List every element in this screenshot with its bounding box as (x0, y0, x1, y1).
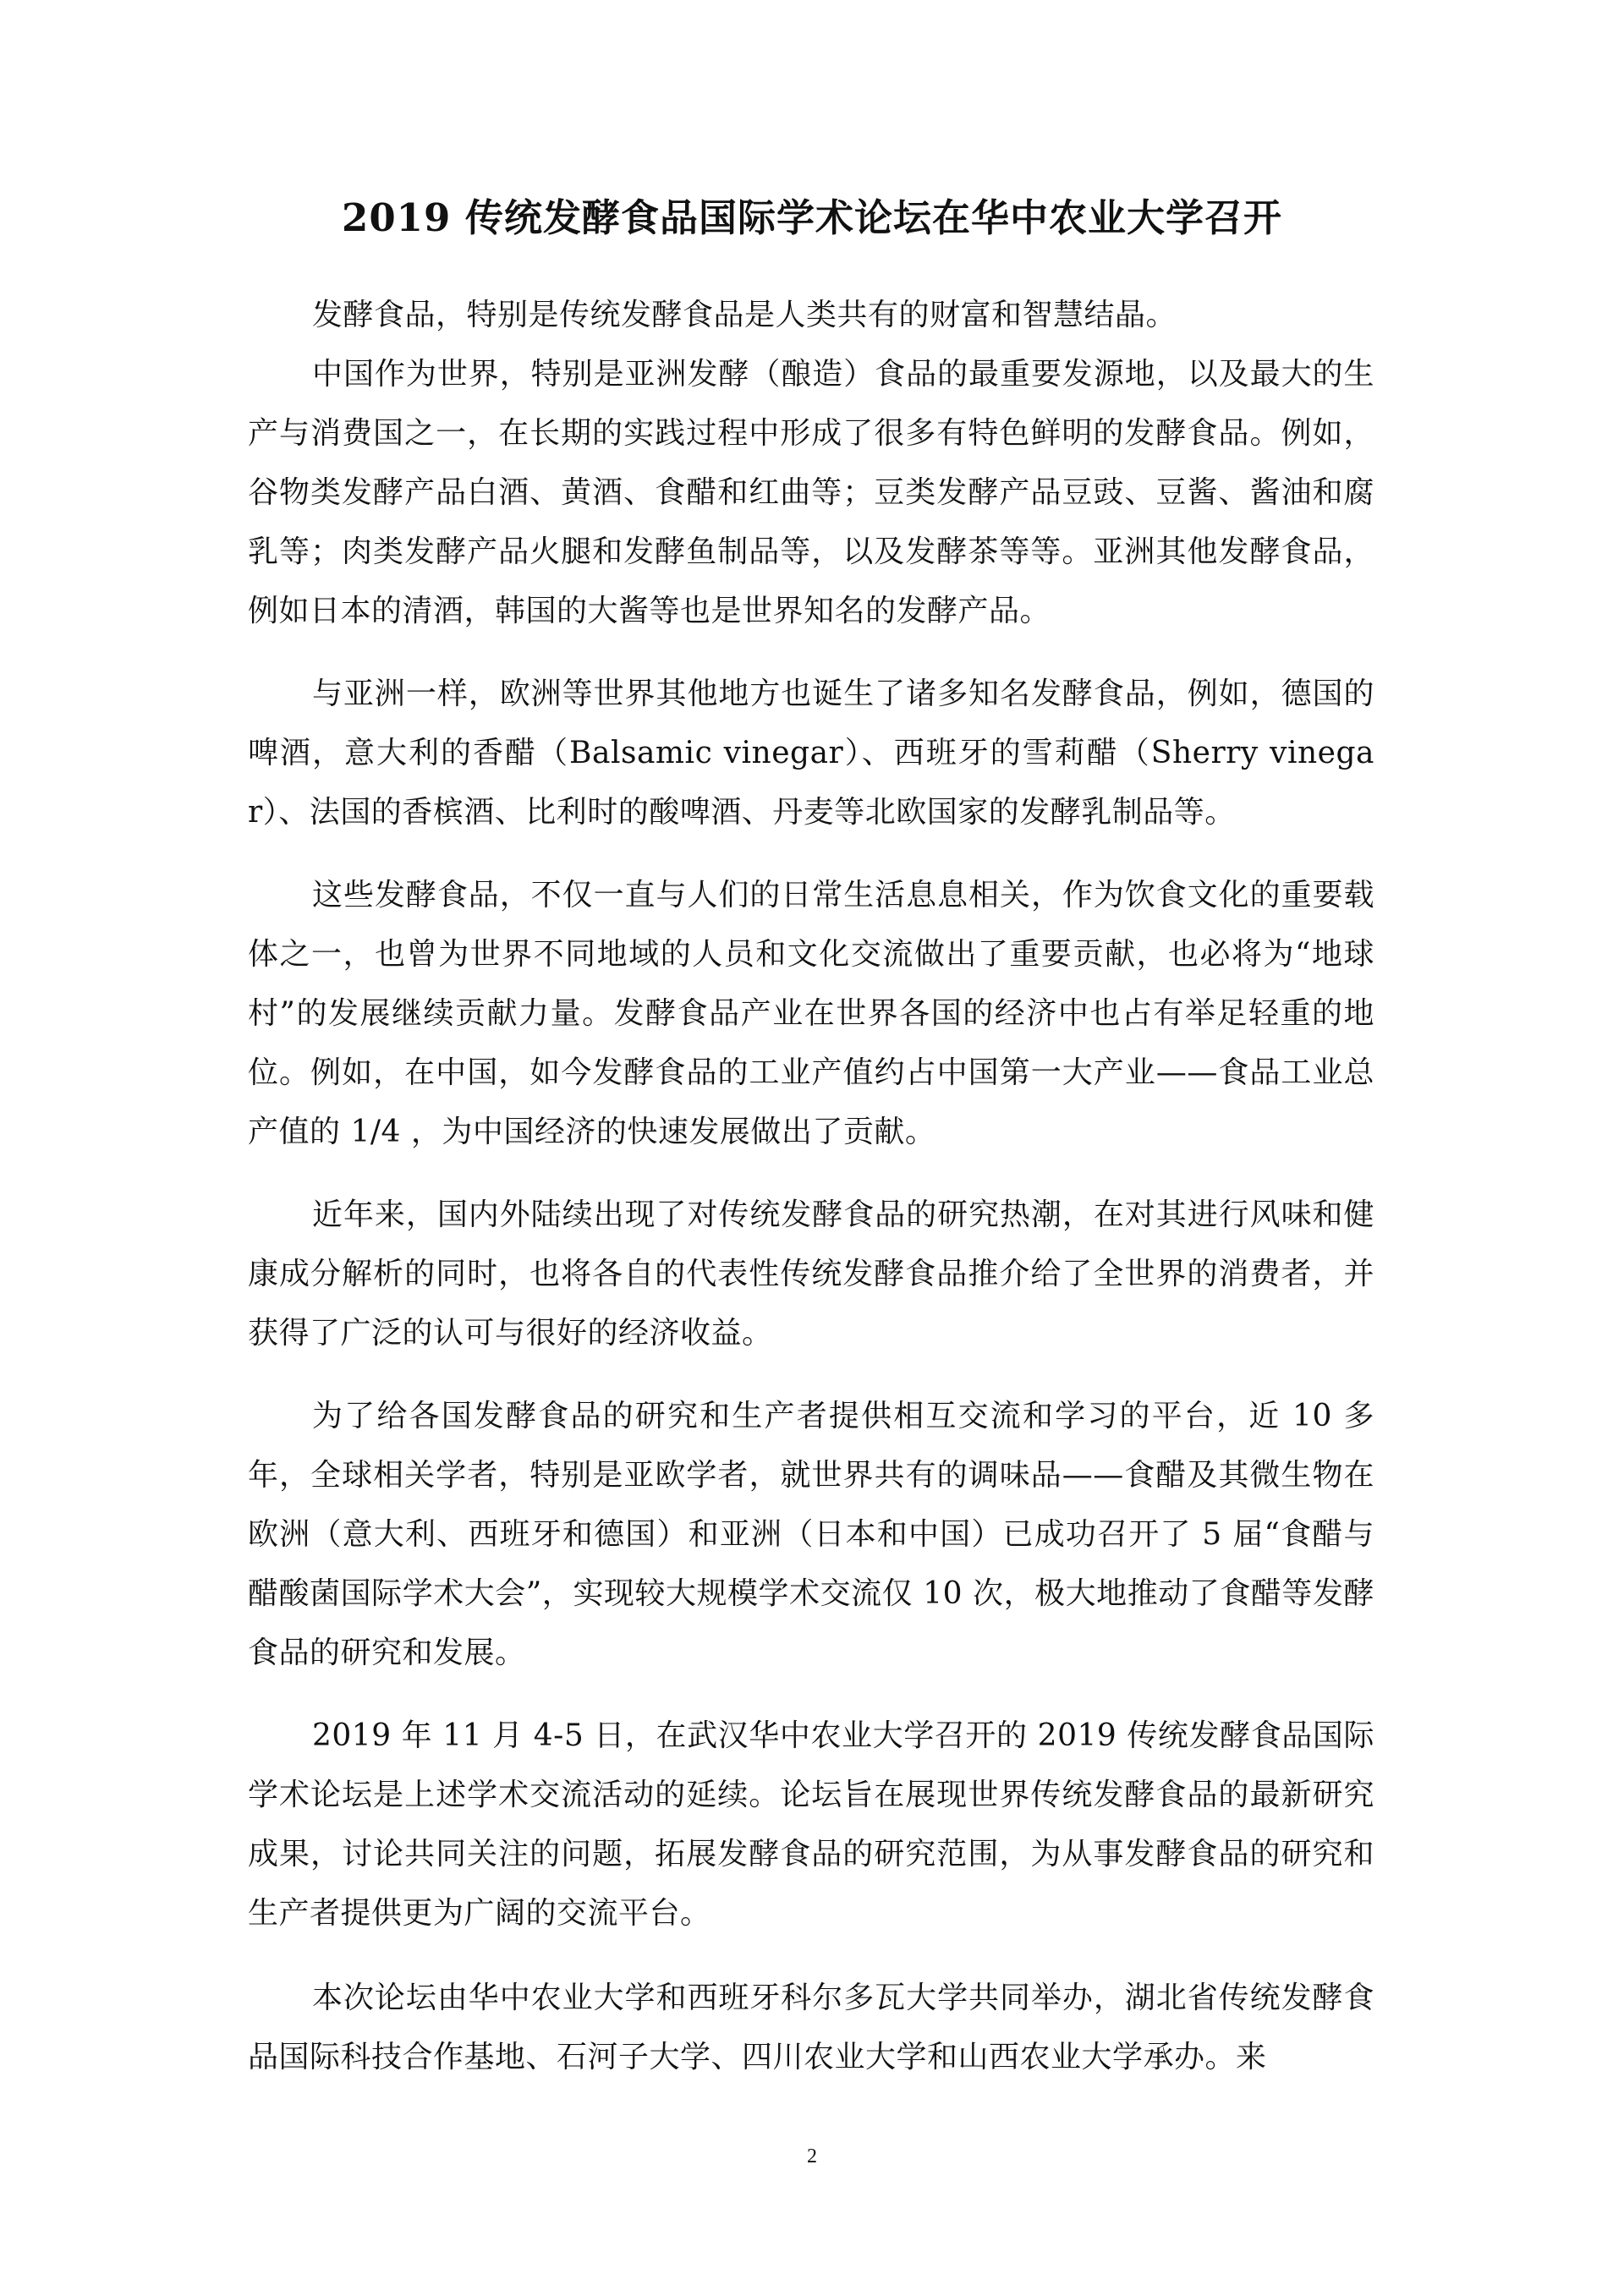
document-title: 2019 传统发酵食品国际学术论坛在华中农业大学召开 (342, 195, 1282, 240)
paragraph: 本次论坛由华中农业大学和西班牙科尔多瓦大学共同举办，湖北省传统发酵食品国际科技合作基地、石河子大学、四川农业大学和山西农业大学承办。来 (248, 1981, 1374, 2074)
paragraph: 发酵食品，特别是传统发酵食品是人类共有的财富和智慧结晶。 (312, 298, 1177, 332)
paragraph: 2019 年 11 月 4-5 日，在武汉华中农业大学召开的 2019 传统发酵食品国际学术论坛是上述学术交流活动的延续。论坛旨在展现世界传统发酵食品的最新研究成果，讨论共同关注的问题，拓展发酵食品的研究范围，为从事发酵食品的研究和生产者提供更为广阔的交流平台。 (248, 1718, 1374, 1931)
paragraph: 中国作为世界，特别是亚洲发酵（酿造）食品的最重要发源地，以及最大的生产与消费国之一，在长期的实践过程中形成了很多有特色鲜明的发酵食品。例如，谷物类发酵产品白酒、黄酒、食醋和红曲等；豆类发酵产品豆豉、豆酱、酱油和腐乳等；肉类发酵产品火腿和发酵鱼制品等，以及发酵茶等等。亚洲其他发酵食品，例如日本的清酒，韩国的大酱等也是世界知名的发酵产品。 (248, 357, 1374, 628)
paragraph: 为了给各国发酵食品的研究和生产者提供相互交流和学习的平台，近 10 多年，全球相关学者，特别是亚欧学者，就世界共有的调味品——食醋及其微生物在欧洲（意大利、西班牙和德国）和亚洲（日本和中国）已成功召开了 5 届“食醋与醋酸菌国际学术大会”，实现较大规模学术交流仅 10 次，极大地推动了食醋等发酵食品的研究和发展。 (248, 1399, 1374, 1670)
paragraph: 与亚洲一样，欧洲等世界其他地方也诞生了诸多知名发酵食品，例如，德国的啤酒，意大利的香醋（Balsamic vinegar）、西班牙的雪莉醋（Sherry vinegar）、法国的香槟酒、比利时的酸啤酒、丹麦等北欧国家的发酵乳制品等。 (248, 677, 1374, 830)
document-body (248, 286, 1374, 2087)
paragraph: 近年来，国内外陆续出现了对传统发酵食品的研究热潮，在对其进行风味和健康成分解析的同时，也将各自的代表性传统发酵食品推介给了全世界的消费者，并获得了广泛的认可与很好的经济收益。 (248, 1197, 1374, 1351)
paragraph: 这些发酵食品，不仅一直与人们的日常生活息息相关，作为饮食文化的重要载体之一，也曾为世界不同地域的人员和文化交流做出了重要贡献，也必将为“地球村”的发展继续贡献力量。发酵食品产业在世界各国的经济中也占有举足轻重的地位。例如，在中国，如今发酵食品的工业产值约占中国第一大产业——食品工业总产值的 1/4 ，为中国经济的快速发展做出了贡献。 (248, 878, 1374, 1149)
page-number: 2 (807, 2145, 817, 2167)
